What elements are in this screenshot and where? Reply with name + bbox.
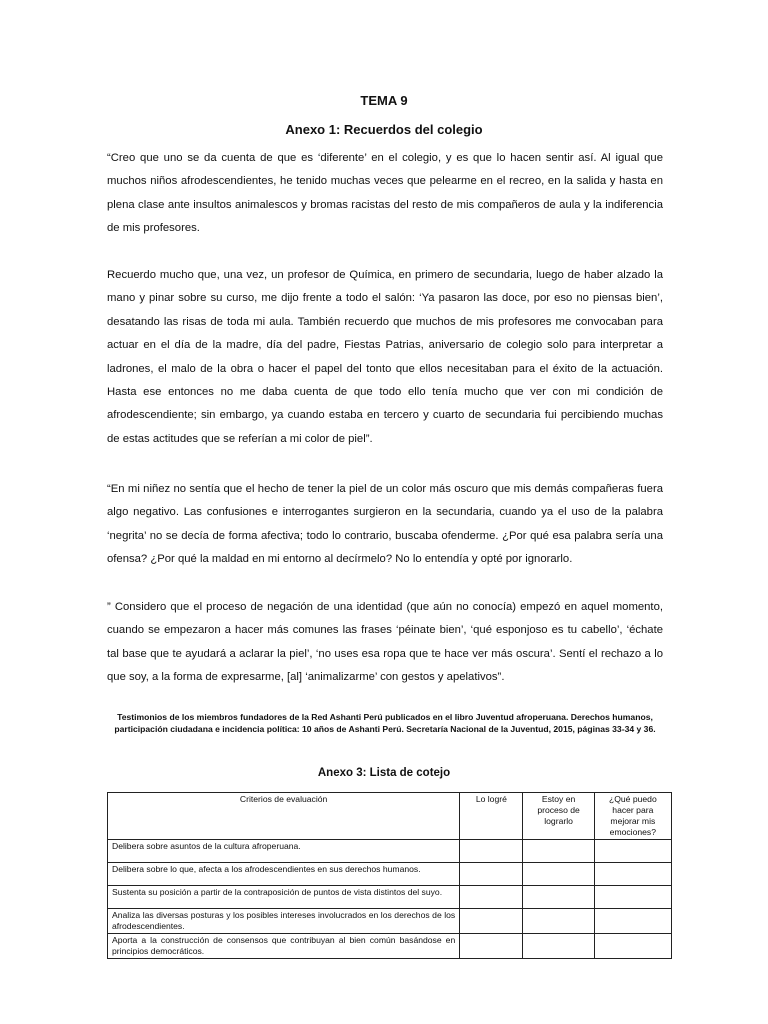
column-header-improve: ¿Qué puedo hacer para mejorar mis emociones? — [594, 793, 671, 840]
in-progress-cell[interactable] — [523, 934, 594, 959]
column-header-criteria: Criterios de evaluación — [108, 793, 460, 840]
testimony-paragraph: “Creo que uno se da cuenta de que es ‘diferente’ en el colegio, y es que lo hacen sentir así. Al igual que muchos niños afrodescendientes, he tenido muchas veces que pelearme en el recreo, en la salida y hasta en plena clase ante insultos animalescos y bromas racistas del resto de mis compañeros de aula y la indiferencia de mis profesores. — [107, 152, 663, 235]
page-heading: TEMA 9 — [360, 93, 408, 108]
testimony-paragraph: “En mi niñez no sentía que el hecho de tener la piel de un color más oscuro que mis demás compañeras fuera algo negativo. Las confusiones e interrogantes surgieron en la secundaria, cuando ya el uso de la palabra ‘negrita’ no se decía de forma afectiva; todo lo contrario, buscaba ofenderme. ¿Por qué esa palabra sería una ofensa? ¿Por qué la maldad en mi entorno al decírmelo? No lo entendía y opté por ignorarlo. — [107, 483, 663, 566]
achieved-cell[interactable] — [460, 909, 523, 934]
criterion-cell: Sustenta su posición a partir de la contraposición de puntos de vista distintos del suyo. — [108, 886, 460, 909]
improve-cell[interactable] — [594, 840, 671, 863]
in-progress-cell[interactable] — [523, 909, 594, 934]
anexo3-title: Anexo 3: Lista de cotejo — [317, 767, 451, 779]
achieved-cell[interactable] — [460, 840, 523, 863]
table-row — [108, 934, 672, 959]
criterion-cell: Delibera sobre asuntos de la cultura afroperuana. — [108, 840, 460, 863]
in-progress-cell[interactable] — [523, 840, 594, 863]
criterion-cell: Aporta a la construcción de consensos que contribuyan al bien común basándose en principios democráticos. — [108, 934, 460, 959]
checklist-header-row — [108, 793, 672, 840]
in-progress-cell[interactable] — [523, 863, 594, 886]
column-header-achieved: Lo logré — [460, 793, 523, 840]
in-progress-cell[interactable] — [523, 886, 594, 909]
achieved-cell[interactable] — [460, 886, 523, 909]
testimony-paragraph: ” Considero que el proceso de negación de una identidad (que aún no conocía) empezó en aquel momento, cuando se empezaron a hacer más comunes las frases ‘péinate bien’, ‘qué esponjoso es tu cabello’, ‘échate tal base que te ayudará a aclarar la piel’, ‘no uses esa ropa que te hace ver más oscura’. Sentí el rechazo a lo que soy, a la forma de expresarme, [al] ‘animalizarme’ con gestos y apelativos”. — [107, 601, 663, 684]
improve-cell[interactable] — [594, 886, 671, 909]
improve-cell[interactable] — [594, 934, 671, 959]
improve-cell[interactable] — [594, 863, 671, 886]
table-row — [108, 886, 672, 909]
checklist-table — [107, 792, 672, 959]
column-header-in-progress: Estoy en proceso de lograrlo — [523, 793, 594, 840]
achieved-cell[interactable] — [460, 934, 523, 959]
improve-cell[interactable] — [594, 909, 671, 934]
table-row — [108, 863, 672, 886]
criterion-cell: Delibera sobre lo que, afecta a los afrodescendientes en sus derechos humanos. — [108, 863, 460, 886]
testimony-paragraph: Recuerdo mucho que, una vez, un profesor de Química, en primero de secundaria, luego de haber alzado la mano y pinar sobre su curso, me dijo frente a todo el salón: ‘Ya pasaron las doce, por eso no piensas bien’, desatando las risas de toda mi aula. También recuerdo que muchos de mis profesores me convocaban para actuar en el día de la madre, día del padre, Fiestas Patrias, aniversario de colegio solo para interpretar a ladrones, el malo de la obra o hacer el papel del tonto que ellos necesitaban para el éxito de la actuación. Hasta ese entonces no me daba cuenta de que todo ello tenía mucho que ver con mi condición de afrodescendiente; sin embargo, ya cuando estaba en tercero y cuarto de secundaria fui percibiendo muchas de estas actitudes que se referían a mi color de piel”. — [107, 269, 663, 445]
table-row — [108, 840, 672, 863]
anexo1-title: Anexo 1: Recuerdos del colegio — [285, 122, 483, 137]
table-row — [108, 909, 672, 934]
criterion-cell: Analiza las diversas posturas y los posibles intereses involucrados en los derechos de los afrodescendientes. — [108, 909, 460, 934]
achieved-cell[interactable] — [460, 863, 523, 886]
source-citation: Testimonios de los miembros fundadores de la Red Ashanti Perú publicados en el libro Juventud afroperuana. Derechos humanos, participación ciudadana e incidencia política: 10 años de Ashanti Perú. Secretaría Nacional de la Juventud, 2015, páginas 33-34 y 36. — [114, 712, 656, 734]
